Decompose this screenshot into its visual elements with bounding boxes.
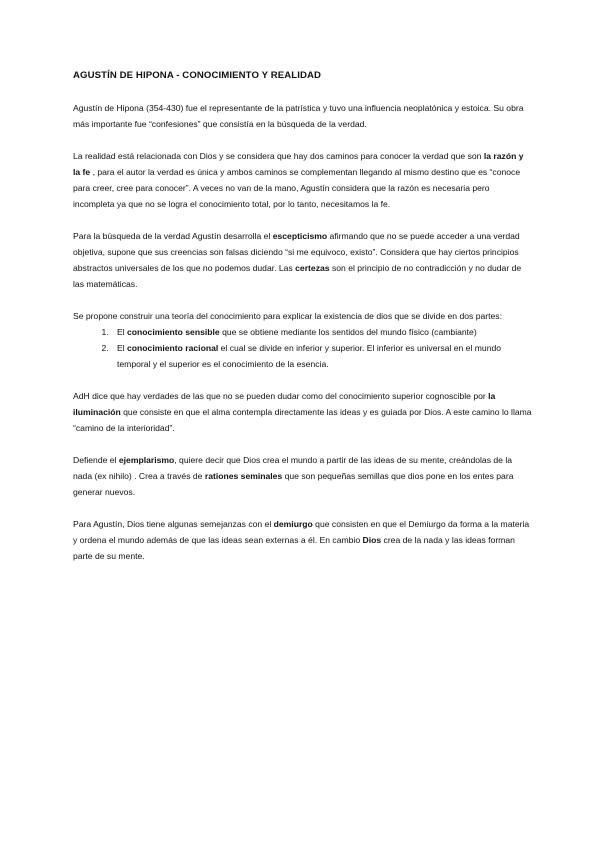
bold-term: Dios	[362, 535, 382, 545]
paragraph-intro: Agustín de Hipona (354-430) fue el representante de la patrística y tuvo una influencia neoplatónica y estoica. Su obra más importante fue “confesiones” que consistía en la búsqueda de la verdad.	[73, 103, 524, 129]
text-run: El	[117, 343, 128, 353]
text-run: que son pequeñas semillas que dios pone en los entes para generar nuevos.	[73, 471, 514, 497]
text-run: son el principio de no contradicción y no dudar de las matemáticas.	[73, 263, 522, 289]
bold-term: conocimiento sensible	[127, 327, 220, 337]
bold-term: demiurgo	[273, 519, 313, 529]
text-run: La realidad está relacionada con Dios y se considera que hay dos caminos para conocer la verdad que son	[73, 151, 484, 161]
paragraph-demiurge	[73, 516, 533, 564]
text-run: , quiere decir que Dios crea el mundo a partir de las ideas de su mente, creándolas de la nada (ex nihilo) . Crea a través de	[73, 455, 513, 481]
list-item	[111, 324, 533, 340]
paragraph-skepticism	[73, 228, 533, 292]
text-run: crea de la nada y las ideas forman parte de su mente.	[73, 535, 515, 561]
text-run: que consisten en que el Demiurgo da forma a la materia y ordena el mundo además de que las ideas sean externas a él. En cambio	[73, 519, 530, 545]
bold-term: conocimiento racional	[127, 343, 219, 353]
text-run: El	[117, 327, 128, 337]
text-run: que se obtiene mediante los sentidos del mundo físico (cambiante)	[219, 327, 477, 337]
bold-term: la razón y la fe	[73, 151, 524, 177]
text-run: Defiende el	[73, 455, 119, 465]
bold-term: certezas	[295, 263, 330, 273]
document-title: AGUSTÍN DE HIPONA - CONOCIMIENTO Y REALIDAD	[73, 70, 322, 81]
text-run: Para Agustín, Dios tiene algunas semejanzas con el	[73, 519, 274, 529]
text-run: afirmando que no se puede acceder a una verdad objetiva, supone que sus creencias son falsas diciendo “si me equivoco, existo”. Considera que hay ciertos principios abstractos universales de los que no podemos dudar. Las	[73, 231, 520, 273]
knowledge-list	[73, 324, 533, 372]
text-run: Para la búsqueda de la verdad Agustín desarrolla el	[73, 231, 273, 241]
text-run: AdH dice que hay verdades de las que no se pueden dudar como del conocimiento superior cognoscible por	[73, 391, 489, 401]
paragraph-illumination	[73, 388, 533, 436]
bold-term: ejemplarismo	[118, 455, 175, 465]
bold-term: rationes seminales	[204, 471, 283, 481]
paragraph-exemplarism	[73, 452, 533, 500]
bold-term: la iluminación	[73, 391, 496, 417]
text-run: que consiste en que el alma contempla directamente las ideas y es guiada por Dios. A este camino lo llama “camino de la interioridad”.	[73, 407, 532, 433]
text-run: el cual se divide en inferior y superior. El inferior es universal en el mundo temporal y el superior es el conocimiento de la esencia.	[117, 343, 502, 369]
paragraph-theory: Se propone construir una teoría del conocimiento para explicar la existencia de dios que se divide en dos partes:	[73, 311, 502, 321]
document-body	[73, 70, 533, 580]
text-run: , para el autor la verdad es única y ambos caminos se complementan llegando al mismo destino que es “conoce para creer, cree para conocer”. A veces no van de la mano, Agustín considera que la razón es necesaria pero incompleta ya que no se logra el conocimiento total, por lo tanto, necesitamos la fe.	[73, 167, 521, 209]
list-item	[111, 340, 533, 372]
paragraph-reason-faith	[73, 148, 533, 212]
bold-term: escepticismo	[272, 231, 328, 241]
